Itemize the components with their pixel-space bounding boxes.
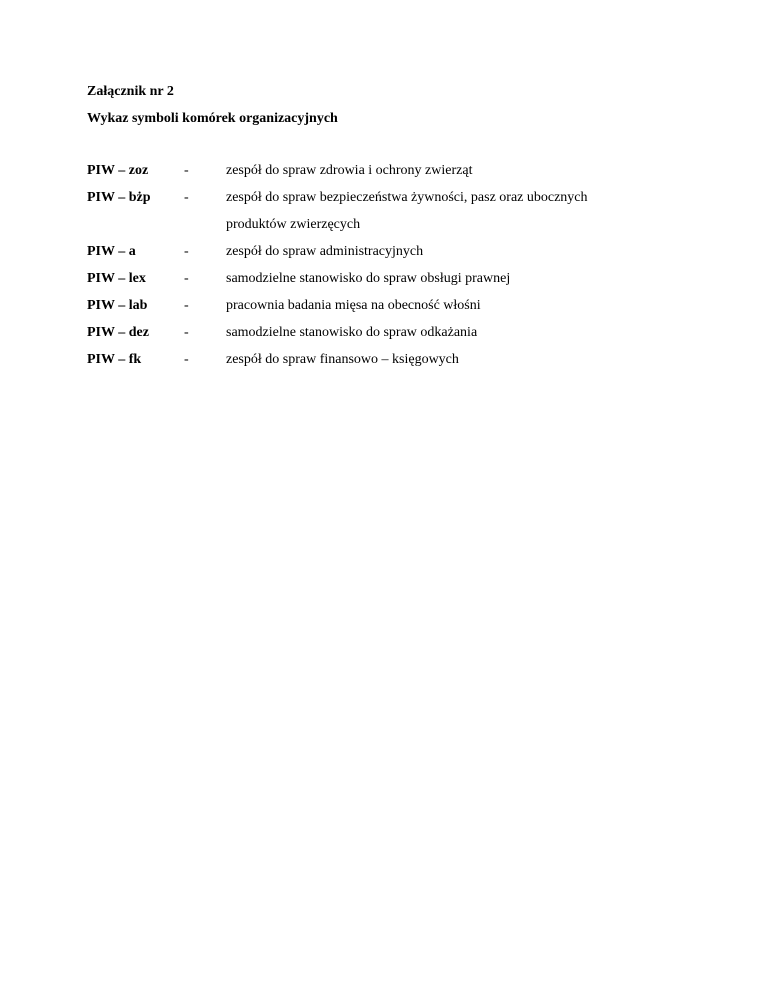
- entry-dash: -: [184, 190, 189, 205]
- entry-dash: -: [184, 244, 189, 259]
- entry-symbol: PIW – dez: [87, 325, 149, 340]
- entry-symbol: PIW – a: [87, 244, 136, 259]
- entry-symbol: PIW – fk: [87, 352, 142, 367]
- list-item: [87, 346, 687, 373]
- entry-description: zespół do spraw bezpieczeństwa żywności, pasz oraz ubocznych produktów zwierzęcych: [226, 190, 588, 232]
- entry-description: zespół do spraw finansowo – księgowych: [226, 352, 459, 367]
- entry-dash: -: [184, 298, 189, 313]
- list-item: [87, 238, 687, 265]
- entry-dash: -: [184, 163, 189, 178]
- entry-symbol: PIW – bżp: [87, 190, 151, 205]
- list-item: [87, 319, 687, 346]
- entry-description: samodzielne stanowisko do spraw odkażania: [226, 325, 478, 340]
- entry-description: zespół do spraw zdrowia i ochrony zwierząt: [226, 163, 473, 178]
- list-item: [87, 157, 687, 184]
- list-item: [87, 292, 687, 319]
- entry-description: zespół do spraw administracyjnych: [226, 244, 424, 259]
- entry-symbol: PIW – lab: [87, 298, 148, 313]
- entry-dash: -: [184, 325, 189, 340]
- entry-symbol: PIW – zoz: [87, 163, 149, 178]
- document-title: Wykaz symboli komórek organizacyjnych: [87, 111, 338, 126]
- list-item: [87, 184, 687, 238]
- entry-symbol: PIW – lex: [87, 271, 146, 286]
- entry-description: pracownia badania mięsa na obecność włośni: [226, 298, 481, 313]
- entry-dash: -: [184, 271, 189, 286]
- symbol-list: [87, 157, 687, 373]
- entry-dash: -: [184, 352, 189, 367]
- annex-label: Załącznik nr 2: [87, 84, 174, 99]
- list-item: [87, 265, 687, 292]
- entry-description: samodzielne stanowisko do spraw obsługi prawnej: [226, 271, 511, 286]
